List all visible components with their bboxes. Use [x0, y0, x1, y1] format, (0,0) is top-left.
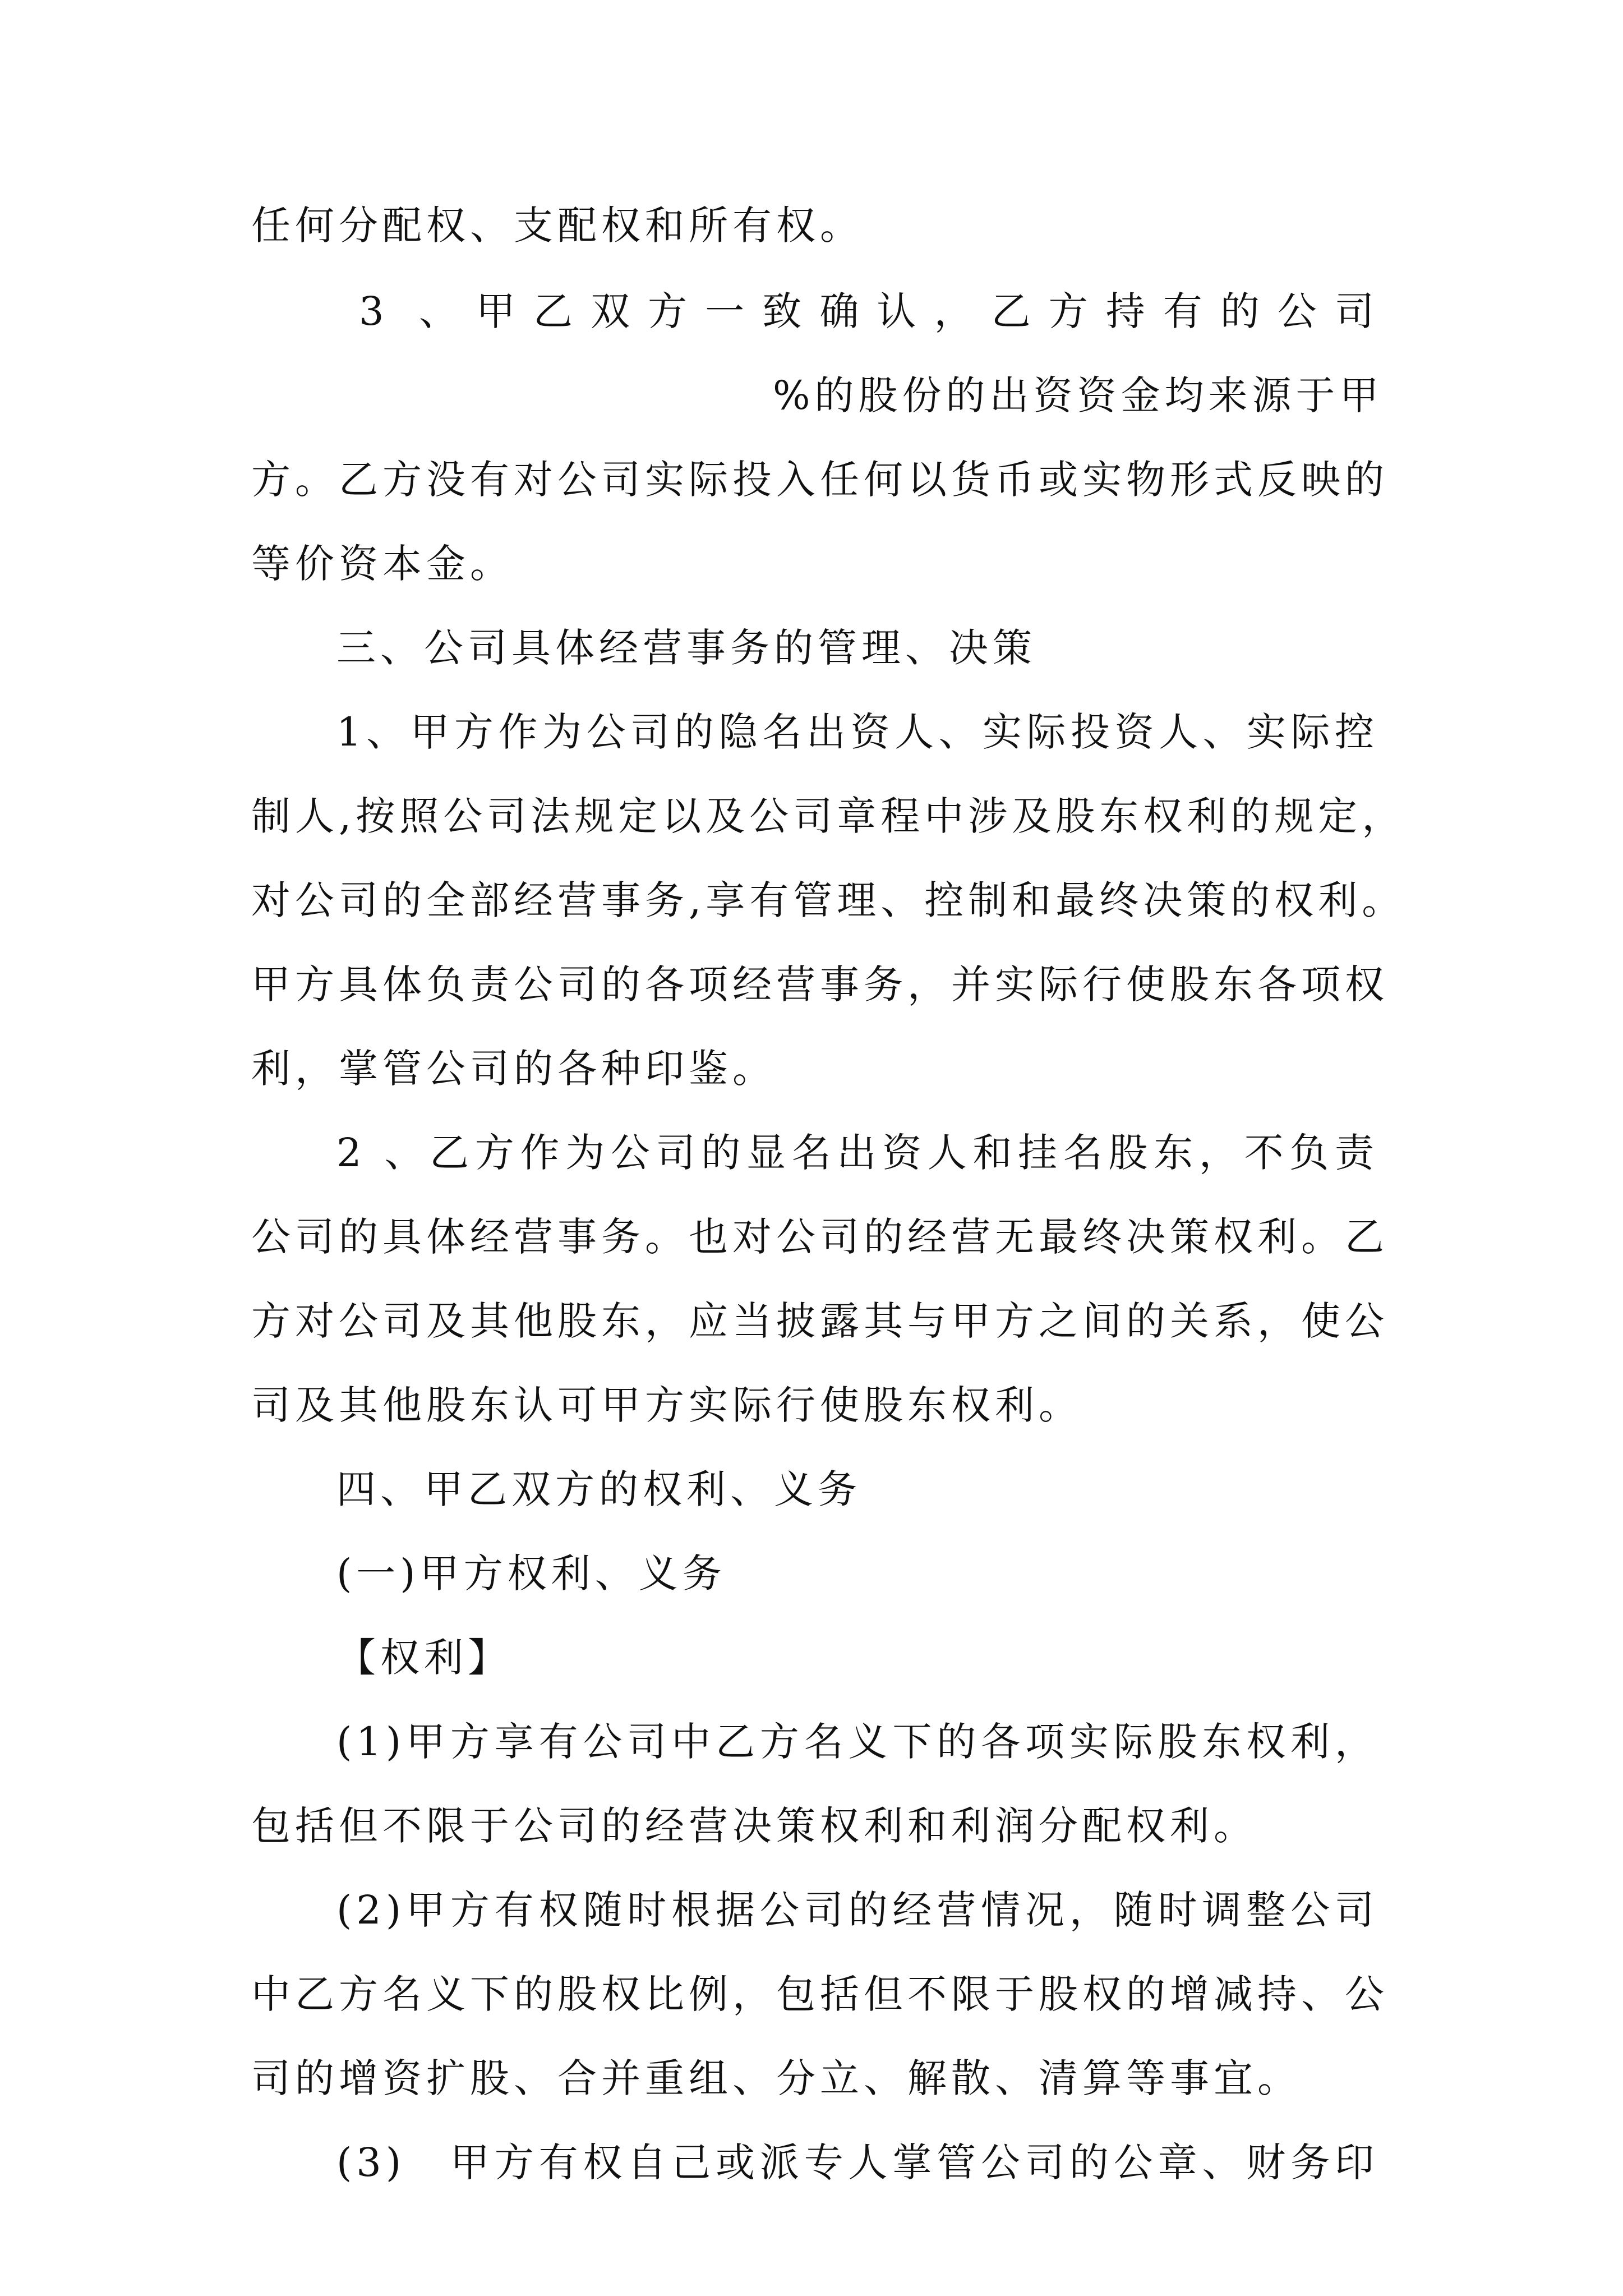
clause-3-line-1: 3 、甲乙双方一致确认，乙方持有的公司 — [359, 288, 1378, 334]
item-1-line-1: 1、甲方作为公司的隐名出资人、实际投资人、实际控 — [336, 709, 1378, 755]
item-1-line-3: 对公司的全部经营事务,享有管理、控制和最终决策的权利。 — [251, 877, 1406, 923]
right-2-line-1: (2)甲方有权随时根据公司的经营情况，随时调整公司 — [336, 1887, 1378, 1933]
section-4-heading: 四、甲乙双方的权利、义务 — [336, 1466, 861, 1512]
item-1-line-5: 利，掌管公司的各种印鉴。 — [251, 1046, 776, 1092]
clause-3-line-3: 方。乙方没有对公司实际投入任何以货币或实物形式反映的 — [251, 457, 1389, 503]
item-2-line-1: 2 、乙方作为公司的显名出资人和挂名股东，不负责 — [336, 1130, 1378, 1176]
right-1-line-1: (1)甲方享有公司中乙方名义下的各项实际股东权利， — [336, 1719, 1378, 1765]
section-3-heading: 三、公司具体经营事务的管理、决策 — [336, 625, 1036, 671]
item-2-line-2: 公司的具体经营事务。也对公司的经营无最终决策权利。乙 — [251, 1214, 1389, 1260]
clause-3-line-2: %的股份的出资资金均来源于甲 — [773, 372, 1384, 418]
rights-heading: 【权利】 — [336, 1635, 511, 1681]
item-1-line-4: 甲方具体负责公司的各项经营事务，并实际行使股东各项权 — [251, 961, 1389, 1007]
right-1-line-2: 包括但不限于公司的经营决策权利和利润分配权利。 — [251, 1803, 1257, 1849]
right-2-line-2: 中乙方名义下的股权比例，包括但不限于股权的增减持、公 — [251, 1971, 1389, 2017]
right-3-line-1: (3) 甲方有权自己或派专人掌管公司的公章、财务印 — [336, 2139, 1378, 2185]
subsection-1-heading: (一)甲方权利、义务 — [336, 1550, 726, 1596]
text-line-1: 任何分配权、支配权和所有权。 — [251, 203, 864, 249]
clause-3-line-4: 等价资本金。 — [251, 541, 514, 587]
item-2-line-3: 方对公司及其他股东，应当披露其与甲方之间的关系，使公 — [251, 1298, 1389, 1344]
right-2-line-3: 司的增资扩股、合并重组、分立、解散、清算等事宜。 — [251, 2055, 1301, 2101]
item-1-line-2: 制人,按照公司法规定以及公司章程中涉及股东权利的规定， — [251, 793, 1406, 839]
item-2-line-4: 司及其他股东认可甲方实际行使股东权利。 — [251, 1382, 1082, 1428]
